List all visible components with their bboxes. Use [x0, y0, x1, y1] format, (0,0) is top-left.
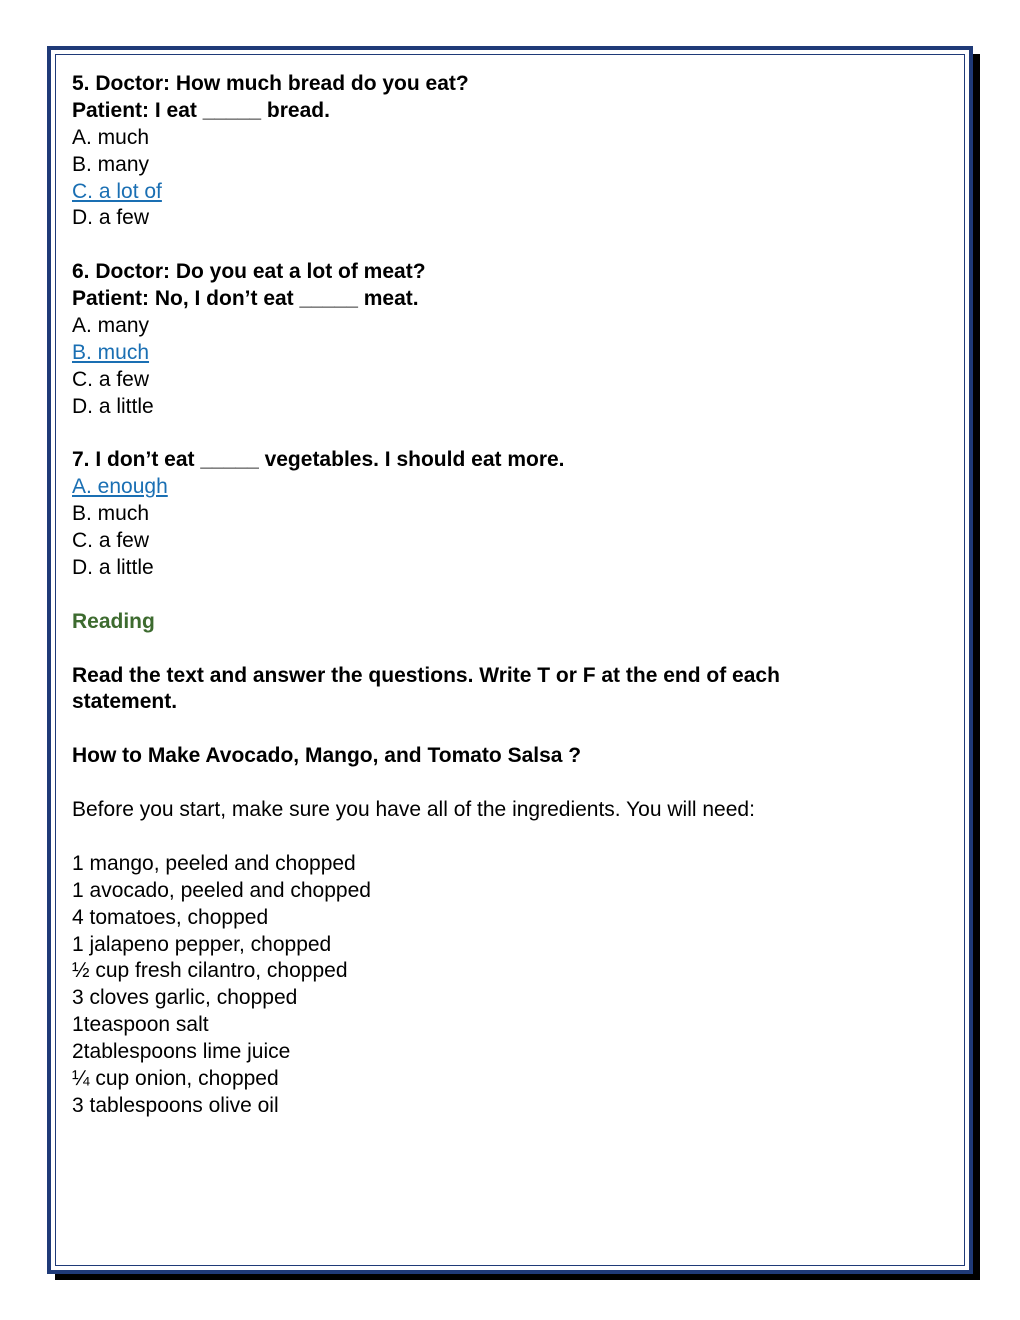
ingredient-item: 4 tomatoes, chopped — [72, 905, 269, 929]
option-b: B. much — [72, 502, 150, 526]
question-6 — [72, 259, 952, 420]
option-c: C. a few — [72, 367, 150, 391]
section-heading-reading: Reading — [72, 609, 155, 633]
ingredient-item: 1 avocado, peeled and chopped — [72, 878, 371, 902]
ingredient-item: 1teaspoon salt — [72, 1013, 209, 1037]
option-a-answer-link[interactable]: A. enough — [72, 475, 168, 499]
option-d: D. a little — [72, 394, 154, 418]
ingredient-item: 3 cloves garlic, chopped — [72, 986, 298, 1010]
option-b: B. many — [72, 152, 150, 176]
ingredient-item: ¼ cup onion, chopped — [72, 1066, 279, 1090]
option-c-answer-link[interactable]: C. a lot of — [72, 179, 162, 203]
ingredient-item: ½ cup fresh cilantro, chopped — [72, 959, 348, 983]
ingredient-item: 1 jalapeno pepper, chopped — [72, 932, 332, 956]
ingredients-list — [72, 851, 952, 1120]
option-d: D. a little — [72, 556, 154, 580]
question-prompt-2: Patient: No, I don’t eat _____ meat. — [72, 287, 419, 311]
option-a: A. much — [72, 125, 150, 149]
question-prompt-2: Patient: I eat _____ bread. — [72, 98, 330, 122]
question-prompt: 5. Doctor: How much bread do you eat? — [72, 72, 469, 95]
reading-instruction-line-2: statement. — [72, 690, 178, 714]
recipe-title: How to Make Avocado, Mango, and Tomato Salsa ? — [72, 744, 582, 768]
ingredient-item: 1 mango, peeled and chopped — [72, 851, 356, 875]
ingredient-item: 2tablespoons lime juice — [72, 1040, 291, 1064]
option-c: C. a few — [72, 529, 150, 553]
reading-instruction-line-1: Read the text and answer the questions. Write T or F at the end of each — [72, 663, 780, 687]
question-5 — [72, 71, 952, 232]
worksheet-content — [72, 71, 952, 1120]
option-a: A. many — [72, 314, 150, 338]
ingredient-item: 3 tablespoons olive oil — [72, 1093, 279, 1117]
question-prompt: 7. I don’t eat _____ vegetables. I should eat more. — [72, 448, 565, 472]
question-7 — [72, 447, 952, 581]
question-prompt: 6. Doctor: Do you eat a lot of meat? — [72, 260, 426, 284]
option-b-answer-link[interactable]: B. much — [72, 340, 150, 364]
option-d: D. a few — [72, 206, 150, 230]
recipe-intro: Before you start, make sure you have all of the ingredients. You will need: — [72, 798, 755, 822]
